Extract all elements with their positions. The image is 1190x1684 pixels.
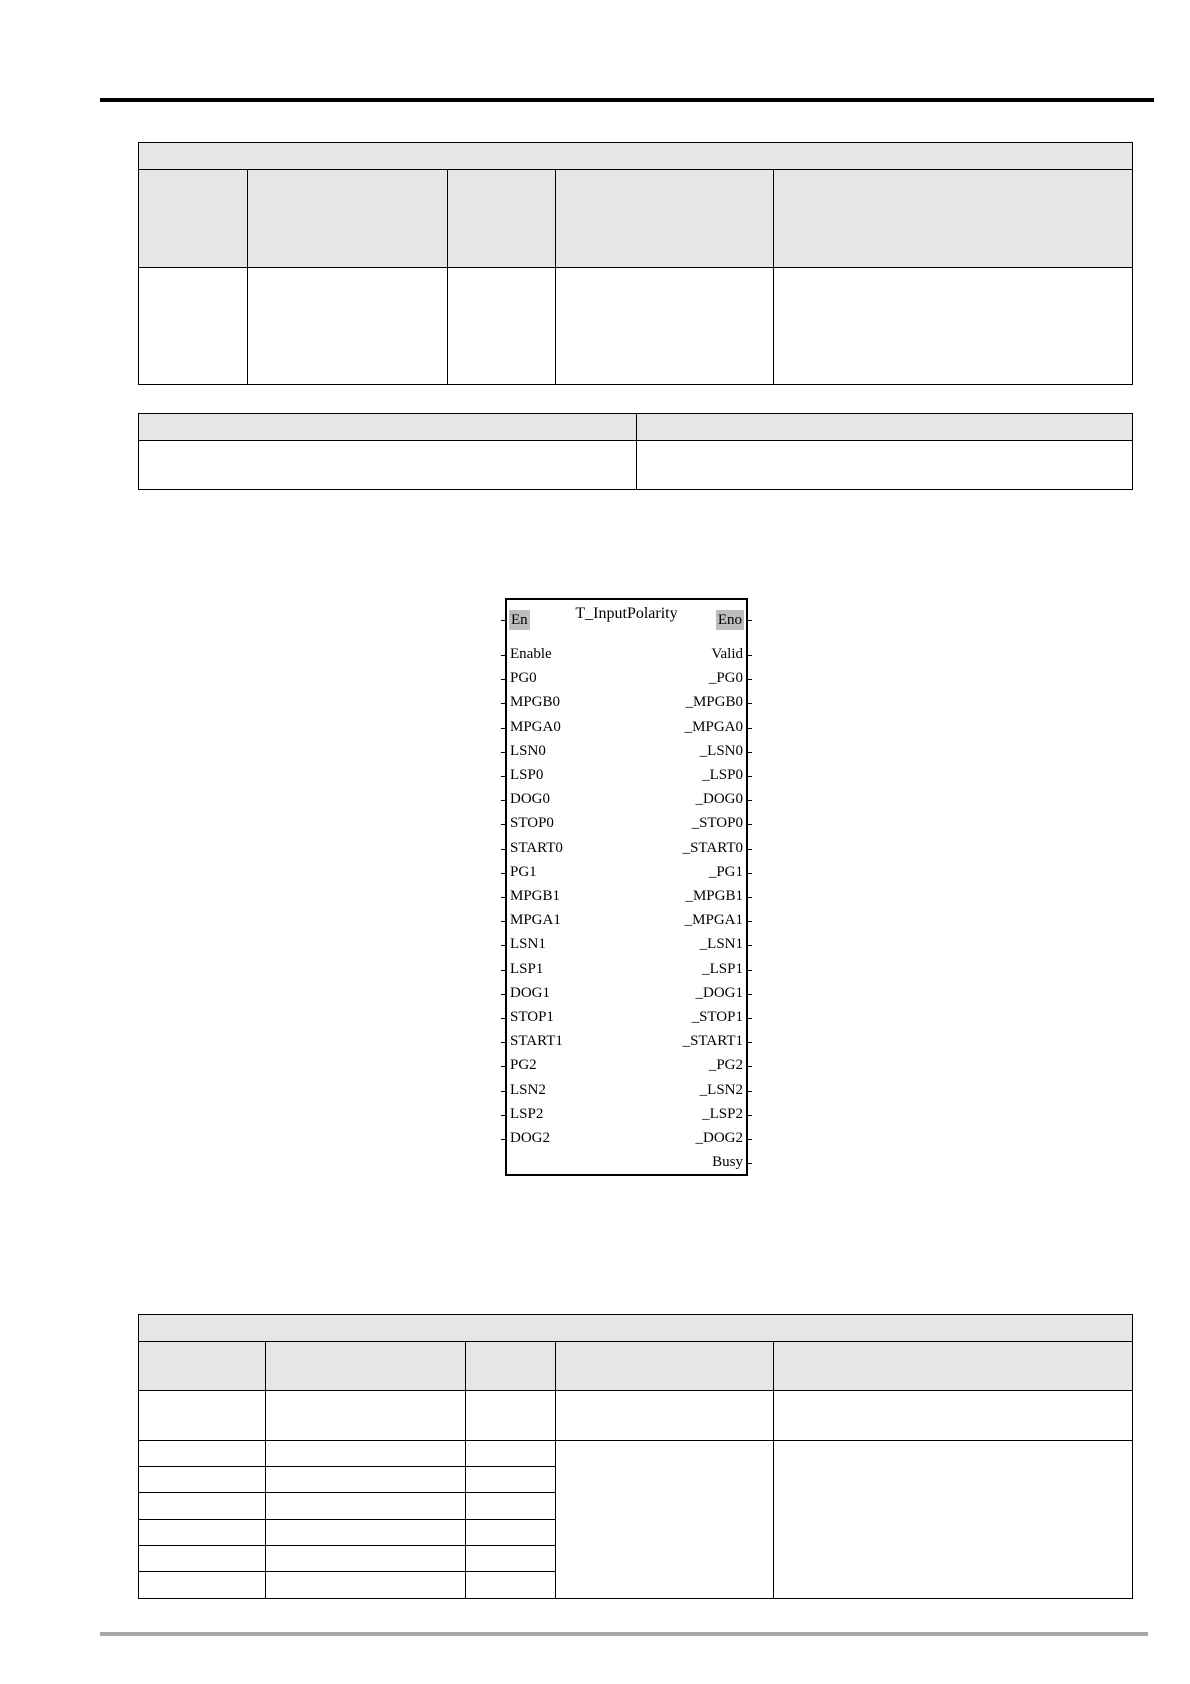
table-3-header-cell (139, 1342, 266, 1391)
input-pin-tick (501, 849, 506, 850)
table-3-row-cell (139, 1572, 266, 1598)
table-1-body-cell (139, 268, 248, 384)
input-pin-label: STOP0 (510, 815, 554, 832)
table-3-row-cell (466, 1493, 556, 1519)
output-pin-label: _LSP1 (702, 960, 743, 977)
input-pin-label: LSP2 (510, 1105, 544, 1122)
table-2-header-cell (139, 414, 637, 441)
input-pin-label: PG0 (510, 670, 537, 687)
table-1-header-cell (774, 170, 1132, 268)
table-3-row-cell (266, 1520, 466, 1546)
table-1-body-cell (556, 268, 774, 384)
input-pin-label: LSN1 (510, 936, 546, 953)
output-pin-label: _MPGB1 (685, 888, 743, 904)
input-pin-tick (501, 921, 506, 922)
input-pin-tick (501, 994, 506, 995)
output-pin-tick (747, 728, 752, 729)
table-1-header-cell (139, 170, 248, 268)
output-pin-label: _START0 (682, 839, 743, 856)
input-pin-label: MPGB0 (510, 694, 561, 711)
table-2-body-cell (637, 441, 1132, 489)
output-pin-tick (747, 1163, 752, 1164)
output-pin-label: _MPGB0 (685, 694, 743, 711)
input-pin-tick (501, 1115, 506, 1116)
input-pin-tick (501, 752, 506, 753)
table-1-caption-row (139, 143, 1132, 170)
output-pin-tick (747, 679, 752, 680)
table-3-row-cell (466, 1467, 556, 1493)
eno-pin-tick (747, 620, 752, 621)
output-pin-tick (747, 752, 752, 753)
input-pin-tick (501, 800, 506, 801)
output-pin-label: _PG2 (708, 1057, 743, 1074)
output-pin-label: _START1 (682, 1033, 743, 1050)
table-3-header-cell (556, 1342, 774, 1391)
table-2-header-cell (637, 414, 1132, 441)
output-pin-tick (747, 776, 752, 777)
en-pin-tick (501, 620, 506, 621)
input-pin-label: MPGB1 (510, 888, 561, 904)
table-3-body-cell (774, 1391, 1132, 1441)
table-3-header-cell (266, 1342, 466, 1391)
input-pin-label: Enable (510, 646, 552, 662)
table-3-header-cell (774, 1342, 1132, 1391)
input-pin-tick (501, 1018, 506, 1019)
table-3-row-cell (466, 1572, 556, 1598)
output-pin-label: _MPGA1 (684, 912, 743, 929)
table-3-row-cell (266, 1546, 466, 1572)
input-pin-tick (501, 824, 506, 825)
output-pin-tick (747, 1018, 752, 1019)
table-2-body-cell (139, 441, 637, 489)
table-3-row-cell (139, 1546, 266, 1572)
input-pin-label: START0 (510, 839, 563, 856)
table-3-row-cell (139, 1520, 266, 1546)
table-1-body-cell (774, 268, 1132, 384)
output-pin-label: _LSP2 (702, 1105, 743, 1122)
footer-rule (100, 1632, 1148, 1636)
input-pin-label: LSN2 (510, 1081, 546, 1098)
table-3-row-cell (139, 1493, 266, 1519)
table-3-row-cell (266, 1467, 466, 1493)
output-pin-label: _LSP0 (702, 767, 743, 783)
function-block-diagram (505, 598, 748, 1176)
table-1-header-cell (448, 170, 556, 268)
output-pin-tick (747, 1115, 752, 1116)
output-pin-label: _LSN1 (699, 936, 743, 953)
output-pin-label: _DOG2 (695, 1130, 743, 1146)
input-pin-label: DOG1 (510, 984, 550, 1001)
input-pin-tick (501, 945, 506, 946)
table-3-body-cell (266, 1391, 466, 1441)
table-3-merged-cell (556, 1441, 774, 1598)
table-3-header-cell (466, 1342, 556, 1391)
input-pin-label: PG2 (510, 1057, 537, 1074)
output-pin-label: Busy (712, 1154, 743, 1171)
output-pin-tick (747, 800, 752, 801)
table-1-header-cell (556, 170, 774, 268)
output-pin-tick (747, 921, 752, 922)
output-pin-tick (747, 1042, 752, 1043)
input-pin-label: PG1 (510, 863, 537, 880)
input-pin-tick (501, 655, 506, 656)
table-3-row-cell (466, 1520, 556, 1546)
table-3-caption-row (139, 1315, 1132, 1342)
function-block-title: T_InputPolarity (575, 605, 678, 622)
output-pin-tick (747, 970, 752, 971)
output-pin-tick (747, 994, 752, 995)
output-pin-label: _LSN0 (699, 742, 743, 759)
output-pin-tick (747, 1066, 752, 1067)
output-pin-tick (747, 849, 752, 850)
output-pin-label: _PG1 (708, 863, 743, 880)
input-pin-tick (501, 1066, 506, 1067)
output-pin-tick (747, 897, 752, 898)
table-3-body-cell (139, 1391, 266, 1441)
output-pin-tick (747, 873, 752, 874)
table-1-header-cell (248, 170, 448, 268)
input-pin-label: MPGA0 (510, 718, 561, 735)
input-pin-tick (501, 703, 506, 704)
input-pin-tick (501, 679, 506, 680)
output-pin-label: _LSN2 (699, 1081, 743, 1098)
output-pin-tick (747, 655, 752, 656)
input-pin-label: MPGA1 (510, 912, 561, 929)
input-pin-tick (501, 1091, 506, 1092)
input-pin-label: START1 (510, 1033, 563, 1050)
input-pin-label: LSN0 (510, 742, 546, 759)
input-pin-tick (501, 897, 506, 898)
table-3 (138, 1314, 1133, 1599)
table-3-body-cell (556, 1391, 774, 1441)
output-pin-label: _PG0 (708, 670, 743, 687)
input-pin-label: LSP1 (510, 960, 544, 977)
table-3-row-cell (466, 1441, 556, 1467)
output-pin-tick (747, 945, 752, 946)
header-rule (100, 98, 1154, 102)
table-1 (138, 142, 1133, 385)
output-pin-label: _DOG0 (695, 791, 743, 808)
output-pin-tick (747, 1091, 752, 1092)
output-pin-tick (747, 703, 752, 704)
table-3-row-cell (266, 1441, 466, 1467)
table-3-row-cell (139, 1467, 266, 1493)
en-pin: En (511, 612, 528, 628)
table-3-row-cell (266, 1493, 466, 1519)
table-2 (138, 413, 1133, 490)
output-pin-tick (747, 824, 752, 825)
eno-pin: Eno (717, 612, 742, 628)
input-pin-tick (501, 970, 506, 971)
table-3-row-cell (139, 1441, 266, 1467)
table-1-body-cell (448, 268, 556, 384)
table-3-body-cell (466, 1391, 556, 1441)
input-pin-label: STOP1 (510, 1009, 554, 1025)
input-pin-label: DOG0 (510, 791, 550, 808)
input-pin-label: LSP0 (510, 767, 544, 783)
input-pin-tick (501, 776, 506, 777)
output-pin-label: _MPGA0 (684, 718, 743, 735)
input-pin-tick (501, 1042, 506, 1043)
input-pin-tick (501, 873, 506, 874)
input-pin-tick (501, 728, 506, 729)
table-3-merged-cell (774, 1441, 1132, 1598)
table-3-row-cell (466, 1546, 556, 1572)
output-pin-tick (747, 1139, 752, 1140)
output-pin-label: _STOP1 (691, 1009, 743, 1025)
output-pin-label: _STOP0 (691, 815, 743, 832)
output-pin-label: Valid (711, 646, 743, 662)
input-pin-label: DOG2 (510, 1130, 550, 1146)
table-3-row-cell (266, 1572, 466, 1598)
table-1-body-cell (248, 268, 448, 384)
output-pin-label: _DOG1 (695, 984, 743, 1001)
input-pin-tick (501, 1139, 506, 1140)
